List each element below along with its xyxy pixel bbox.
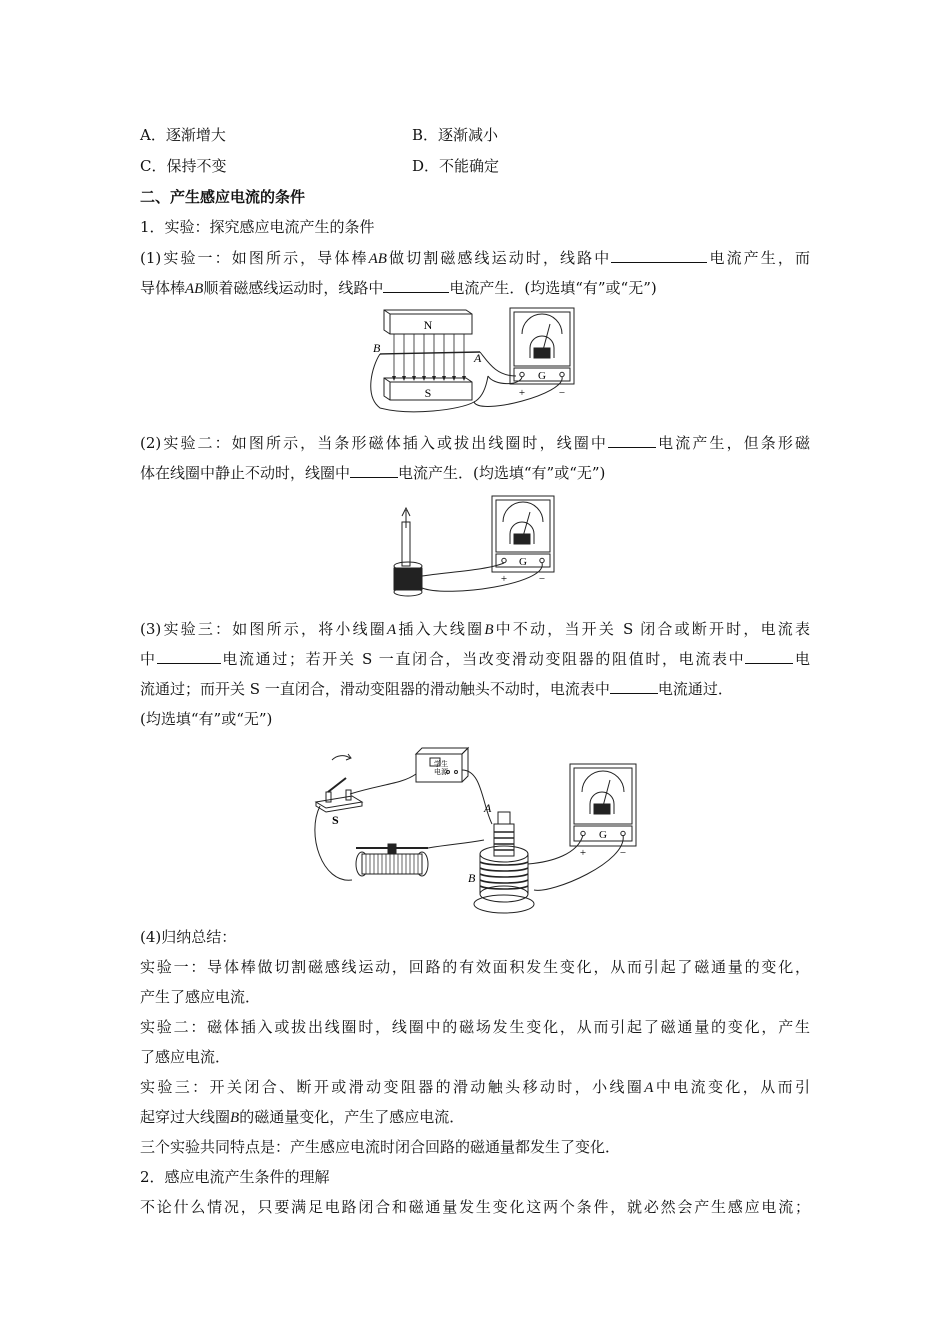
answer-blank [745, 649, 793, 664]
label-plus: + [518, 387, 526, 399]
label-n: N [423, 318, 433, 332]
label-b: B [468, 871, 476, 885]
figure-2-coil-galvanometer [388, 492, 560, 602]
answer-blank [608, 433, 656, 448]
item-1: 1．实验：探究感应电流产生的条件 [140, 218, 375, 236]
label-minus: − [619, 847, 627, 859]
label-g: G [519, 556, 527, 568]
label-minus: − [538, 573, 546, 585]
label-g: G [599, 829, 607, 841]
label-g: G [538, 370, 546, 382]
label-plus: + [500, 573, 508, 585]
exp3-line1: (3)实验三：如图所示，将小线圈A插入大线圈B中不动，当开关 S 闭合或断开时，电流表 [140, 620, 810, 638]
option-b: B．逐渐减小 [412, 126, 499, 144]
summary-common: 三个实验共同特点是：产生感应电流时闭合回路的磁通量都发生了变化． [140, 1138, 621, 1156]
answer-blank [611, 248, 707, 263]
summary-exp1-line2: 产生了感应电流． [140, 988, 261, 1006]
answer-blank [610, 679, 658, 694]
label-a: A [484, 801, 492, 815]
exp2-line1: (2)实验二：如图所示，当条形磁体插入或拔出线圈时，线圈中 电流产生，但条形磁 [140, 434, 810, 452]
label-plus: + [579, 847, 587, 859]
section-heading: 二、产生感应电流的条件 [140, 188, 306, 206]
exp1-line1: (1)实验一：如图所示，导体棒AB做切割磁感线运动时，线路中 电流产生，而 [140, 249, 810, 267]
last-line: 不论什么情况，只要满足电路闭合和磁通量发生变化这两个条件，就必然会产生感应电流； [140, 1198, 810, 1216]
exp3-line3: 流通过；而开关 S 一直闭合，滑动变阻器的滑动触头不动时，电流表中 电流通过． [140, 680, 733, 698]
answer-blank [350, 463, 398, 478]
exp2-line2: 体在线圈中静止不动时，线圈中 电流产生．(均选填“有”或“无”) [140, 464, 606, 482]
label-b: B [373, 341, 381, 355]
exp1-line2: 导体棒AB顺着磁感线运动时，线路中 电流产生．(均选填“有”或“无”) [140, 279, 657, 297]
summary-exp2-line2: 了感应电流． [140, 1048, 231, 1066]
supply-label-1: 学生 [434, 760, 448, 768]
exp3-line4: (均选填“有”或“无”) [140, 710, 273, 728]
summary-exp3-line1: 实验三：开关闭合、断开或滑动变阻器的滑动触头移动时，小线圈A中电流变化，从而引 [140, 1078, 810, 1096]
option-c: C．保持不变 [140, 157, 227, 175]
label-s: S [332, 813, 339, 827]
item-2: 2．感应电流产生条件的理解 [140, 1168, 330, 1186]
summary-title: (4)归纳总结： [140, 928, 237, 946]
summary-exp1-line1: 实验一：导体棒做切割磁感线运动，回路的有效面积发生变化，从而引起了磁通量的变化， [140, 958, 810, 976]
exp3-line2: 中 电流通过；若开关 S 一直闭合，当改变滑动变阻器的阻值时，电流表中 电 [140, 650, 810, 668]
supply-label-2: 电源 [434, 768, 448, 776]
figure-3-two-coils-circuit [312, 744, 642, 914]
label-s: S [424, 386, 432, 400]
option-a: A．逐渐增大 [140, 126, 226, 144]
label-ab: AB [185, 281, 204, 297]
label-minus: − [558, 387, 566, 399]
label-ab: AB [368, 251, 387, 267]
figure-1-magnet-galvanometer [370, 306, 580, 414]
summary-exp3-line2: 起穿过大线圈B的磁通量变化，产生了感应电流． [140, 1108, 465, 1126]
answer-blank [157, 649, 221, 664]
summary-exp2-line1: 实验二：磁体插入或拔出线圈时，线圈中的磁场发生变化，从而引起了磁通量的变化，产生 [140, 1018, 810, 1036]
option-d: D．不能确定 [412, 157, 500, 175]
answer-blank [383, 278, 449, 293]
label-a: A [474, 351, 482, 365]
